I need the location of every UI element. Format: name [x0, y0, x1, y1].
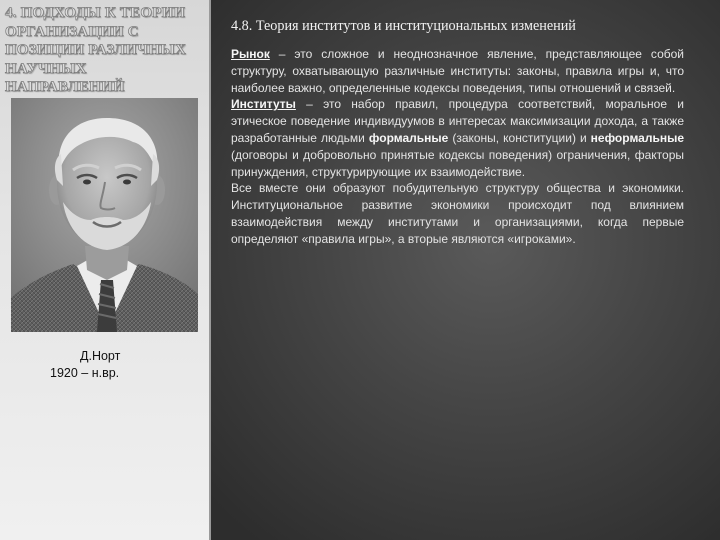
paragraph-summary: Все вместе они образуют побудительную структуру общества и экономики. Институциональное развитие экономики происходит под влиянием взаимодействия между институтами и организациями, когда первые определяют «правила игры», а вторые являются «игроками». — [231, 181, 684, 246]
definition-market: – это сложное и неоднозначное явление, представляющее собой структуру, охватывающую различные институты: законы, правила игры и, что наиболее важно, определенные кодексы поведения, типы отношений и связей. — [231, 47, 684, 95]
definition-institutions-part1: – это набор правил, процедура соответствий, моральное и этическое поведение индивидуумов в интересах максимизации дохода, а также разработанные людьми — [231, 97, 684, 145]
portrait-photo — [11, 98, 198, 332]
caption-years: 1920 – н.вр. — [50, 366, 120, 380]
keyword-formal: формальные — [368, 130, 449, 145]
definition-institutions-part2: (законы, конституции) и — [448, 130, 591, 145]
caption-name: Д.Норт — [80, 349, 121, 363]
slide-title: 4. ПОДХОДЫ К ТЕОРИИ ОРГАНИЗАЦИИ С ПОЗИЦИИ РАЗЛИЧНЫХ НАУЧНЫХ НАПРАВЛЕНИЙ — [5, 5, 187, 95]
section-heading: 4.8. Теория институтов и институциональных изменений — [231, 18, 576, 34]
term-market: Рынок — [231, 47, 270, 61]
body-text — [231, 46, 684, 248]
term-institutions: Институты — [231, 97, 296, 112]
paragraph-institutions — [231, 96, 684, 180]
definition-institutions-part3: (договоры и добровольно принятые кодексы поведения) ограничения, факторы принуждения, структурирующие их взаимодействие. — [231, 147, 684, 179]
left-panel — [0, 0, 211, 540]
paragraph-market — [231, 46, 684, 96]
keyword-informal: неформальные — [590, 130, 684, 145]
photo-caption — [50, 348, 160, 382]
